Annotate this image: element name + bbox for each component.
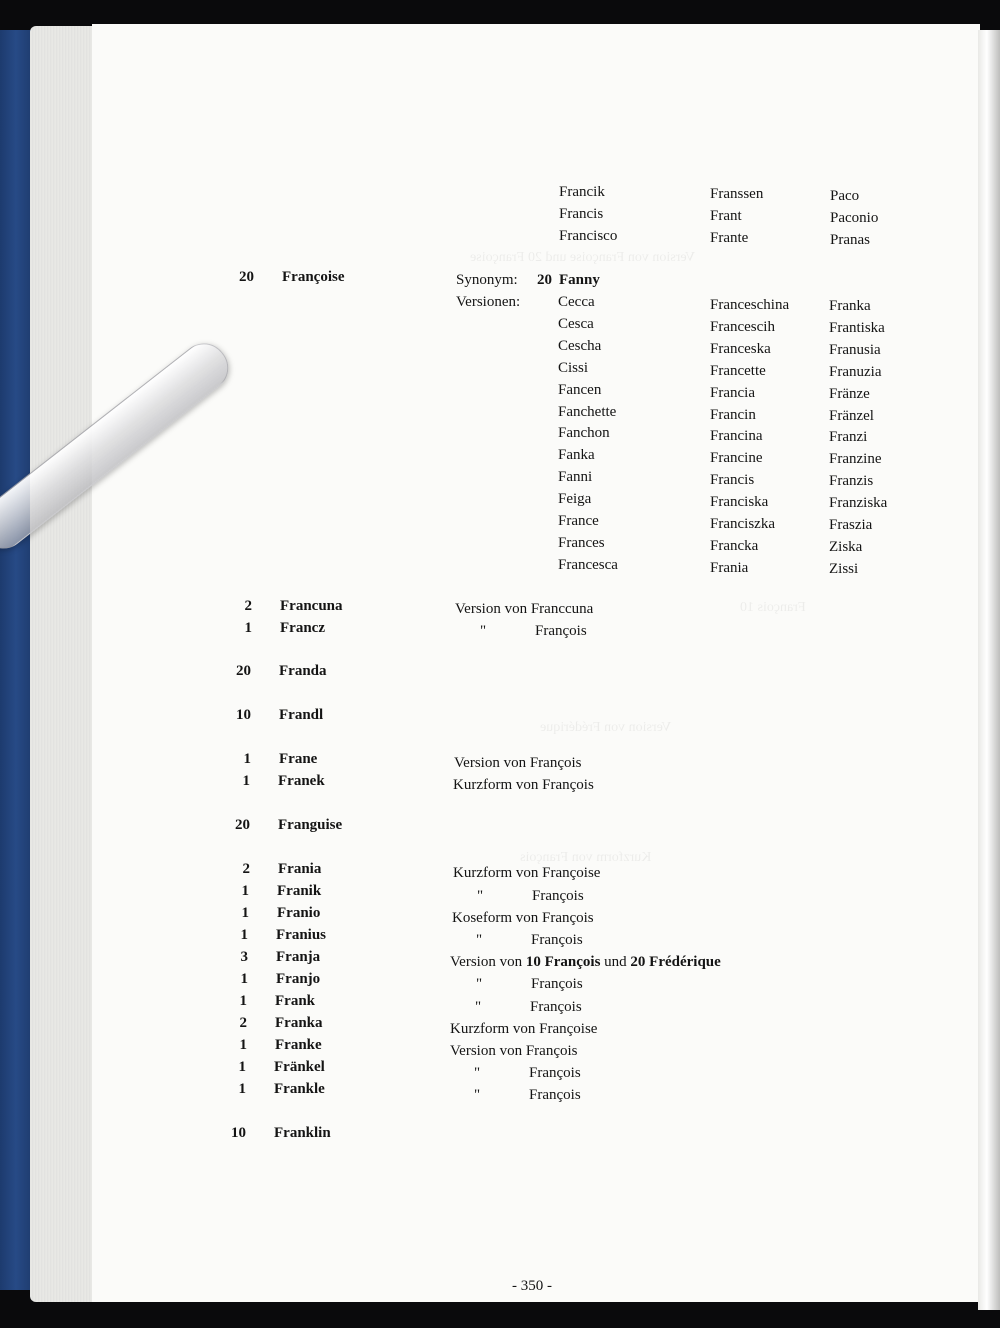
main-entry-name: Françoise — [282, 269, 345, 285]
version-name: Francine — [710, 450, 763, 467]
entry-count: 2 — [244, 598, 252, 614]
entry-name: Franke — [275, 1037, 322, 1053]
entry-name: Franda — [279, 663, 327, 679]
version-name: Franziska — [829, 495, 888, 512]
synonym-name: Fanny — [559, 272, 600, 288]
entry-name: Frankle — [274, 1081, 325, 1097]
entry-name: Francuna — [280, 598, 343, 614]
entry-description: François — [530, 999, 582, 1015]
version-name: Fanchette — [558, 403, 617, 420]
entry-description: Version von François — [450, 1043, 578, 1059]
version-name: Ziska — [829, 538, 863, 555]
version-name: Fraszia — [829, 517, 873, 533]
entry-count: 20 — [235, 817, 250, 833]
entry-count: 1 — [239, 1037, 247, 1053]
version-name: Cesca — [558, 315, 594, 332]
entry-description: Kurzform von Françoise — [453, 865, 601, 881]
version-name: Franzi — [829, 429, 868, 446]
ditto-mark: " — [474, 1087, 481, 1103]
entry-description: Version von Franccuna — [455, 601, 594, 617]
version-name: Franceska — [710, 340, 771, 357]
ditto-mark: " — [475, 999, 482, 1015]
entry-description: François — [529, 1087, 581, 1103]
version-name: Cissi — [558, 359, 589, 376]
version-name: Franzine — [829, 451, 882, 468]
entry-count: 10 — [231, 1125, 246, 1141]
entry-count: 3 — [240, 949, 248, 965]
version-name: Frantiska — [829, 319, 885, 336]
entry-count: 2 — [239, 1015, 247, 1031]
variant-name: Frante — [710, 230, 749, 246]
synonym-count: 20 — [537, 272, 552, 288]
entry-name: Frane — [279, 751, 318, 767]
entry-count: 10 — [236, 707, 251, 723]
entry-description: Version von François — [454, 755, 582, 771]
entry-name: Franja — [276, 949, 321, 965]
ditto-mark: " — [476, 932, 483, 948]
version-name: Franuzia — [829, 363, 882, 380]
variant-name: Franssen — [710, 186, 764, 202]
description-part: 10 François — [525, 954, 601, 970]
version-name: Franceschina — [710, 297, 790, 313]
variant-name: Francik — [559, 184, 605, 200]
description-part: 20 Frédérique — [630, 954, 721, 970]
ditto-mark: " — [476, 976, 483, 992]
version-name: Fränze — [829, 385, 870, 402]
entry-name: Frania — [278, 861, 322, 877]
entry-name: Frank — [275, 993, 316, 1009]
entry-name: Franjo — [276, 971, 321, 987]
version-name: Zissi — [829, 560, 859, 577]
entry-count: 1 — [243, 751, 251, 767]
entry-count: 1 — [244, 620, 252, 636]
entry-count: 1 — [240, 927, 248, 943]
entry-name: Francz — [280, 620, 325, 636]
main-entry-count: 20 — [239, 269, 254, 285]
entry-count: 1 — [238, 1059, 246, 1075]
version-name: Cecca — [558, 294, 595, 310]
version-name: Cescha — [558, 337, 602, 354]
entry-name: Franka — [275, 1015, 323, 1031]
entry-name: Franklin — [274, 1125, 331, 1141]
entry-name: Fränkel — [274, 1059, 325, 1075]
entry-name: Franik — [277, 883, 322, 899]
entry-count: 2 — [242, 861, 250, 877]
entry-description: Kurzform von Françoise — [450, 1021, 598, 1037]
version-name: Francesca — [558, 556, 618, 573]
version-name: Frances — [558, 534, 605, 551]
entry-count: 20 — [236, 663, 251, 679]
right-page-edge — [978, 30, 1000, 1310]
entry-count: 1 — [241, 883, 249, 899]
entry-description: François — [531, 976, 583, 992]
version-name: France — [558, 513, 599, 529]
version-name: Francescih — [710, 318, 775, 335]
variant-name: Pranas — [830, 232, 870, 248]
variant-name: Francis — [559, 206, 604, 222]
entry-name: Franius — [276, 927, 327, 943]
variant-name: Frant — [710, 208, 742, 224]
version-name: Frania — [710, 559, 749, 576]
version-name: Francina — [710, 428, 763, 445]
ditto-mark: " — [474, 1065, 481, 1081]
ditto-mark: " — [477, 888, 484, 904]
entry-count: 1 — [238, 1081, 246, 1097]
version-name: Fränzel — [829, 407, 874, 424]
version-name: Francin — [710, 406, 756, 423]
synonym-label: Synonym: — [456, 272, 518, 288]
version-name: Fanni — [558, 469, 593, 486]
entry-count: 1 — [242, 773, 250, 789]
entry-count: 1 — [241, 905, 249, 921]
version-name: Francia — [710, 384, 755, 401]
variant-name: Paconio — [830, 210, 879, 226]
variant-name: Paco — [830, 188, 860, 204]
entry-name: Franguise — [278, 817, 343, 833]
description-part: Version von — [450, 954, 526, 970]
version-name: Fanchon — [558, 425, 610, 442]
entry-name: Franio — [277, 905, 321, 921]
entry-description — [450, 953, 721, 971]
entry-description: François — [532, 888, 584, 904]
entry-name: Frandl — [279, 707, 324, 723]
entry-count: 1 — [239, 993, 247, 1009]
ditto-mark: " — [480, 623, 487, 639]
entry-count: 1 — [240, 971, 248, 987]
version-name: Franka — [829, 298, 871, 314]
entry-description: François — [535, 623, 587, 639]
version-name: Fancen — [558, 381, 602, 398]
entry-description: François — [531, 932, 583, 948]
description-part: und — [600, 954, 631, 970]
version-name: Franzis — [829, 473, 874, 490]
version-name: Franciszka — [710, 516, 775, 532]
entry-name: Franek — [278, 773, 325, 789]
page-edges — [30, 26, 98, 1302]
version-name: Franciska — [710, 494, 769, 511]
entry-description: Koseform von François — [452, 910, 594, 926]
version-name: Francis — [710, 472, 755, 489]
version-name: Fanka — [558, 447, 595, 464]
versions-label: Versionen: — [456, 294, 521, 310]
version-name: Francette — [710, 362, 766, 379]
page-number: - 350 - — [512, 1278, 552, 1294]
entry-description: François — [529, 1065, 581, 1081]
version-name: Feiga — [558, 491, 592, 508]
version-name: Franusia — [829, 341, 881, 358]
version-name: Francka — [710, 537, 759, 554]
entry-description: Kurzform von François — [453, 777, 594, 793]
variant-name: Francisco — [559, 228, 618, 244]
